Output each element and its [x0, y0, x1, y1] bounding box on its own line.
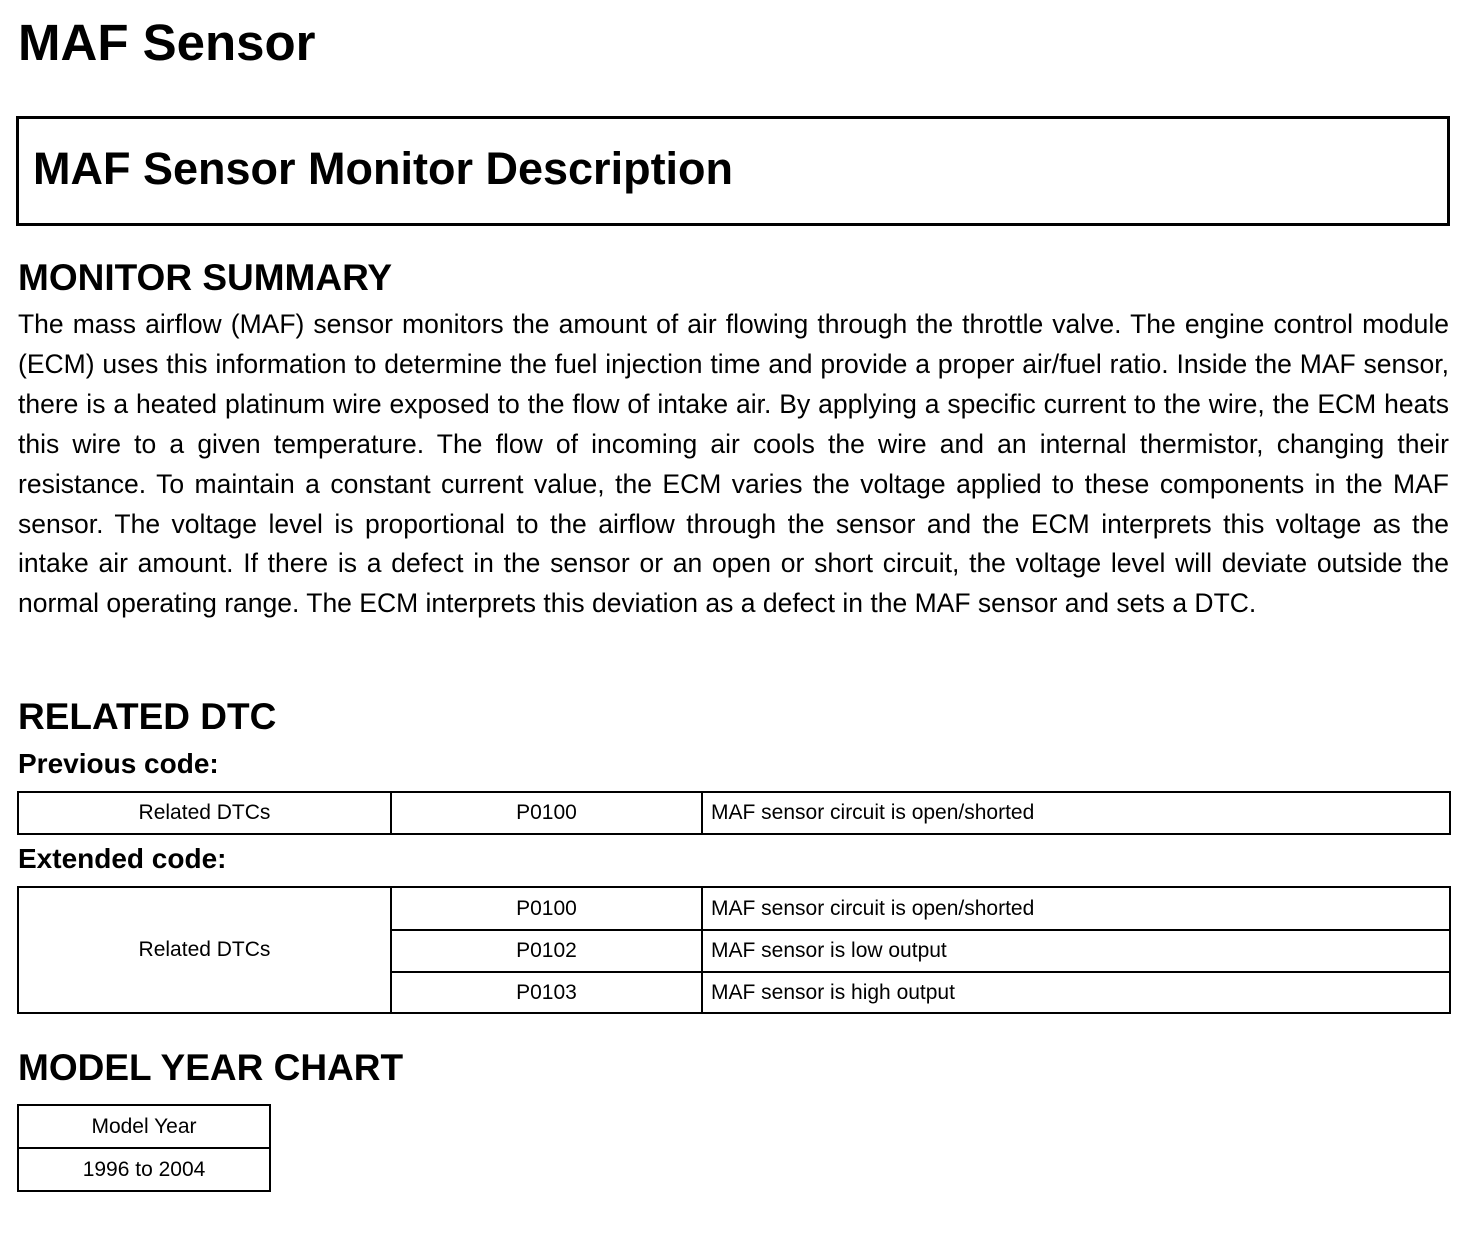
model-year-chart-heading: MODEL YEAR CHART [18, 1047, 404, 1088]
dtc-description: MAF sensor circuit is open/shorted [702, 887, 1450, 930]
extended-code-label: Extended code: [18, 843, 227, 874]
extended-code-table [17, 886, 1451, 1014]
table-row [18, 792, 1450, 834]
previous-code-label: Previous code: [18, 748, 219, 779]
monitor-summary-heading: MONITOR SUMMARY [18, 257, 393, 298]
model-year-value: 1996 to 2004 [18, 1148, 270, 1191]
related-dtc-heading: RELATED DTC [18, 696, 277, 737]
table-row [18, 1105, 270, 1148]
description-title-box [16, 116, 1450, 226]
previous-code-table [17, 791, 1451, 835]
model-year-header: Model Year [18, 1105, 270, 1148]
monitor-summary-text: The mass airflow (MAF) sensor monitors the amount of air flowing through the throttle valve. The engine control module (ECM) uses this information to determine the fuel injection time and provide a proper air/fuel ratio. Inside the MAF sensor, there is a heated platinum wire exposed to the flow of intake air. By applying a specific current to the wire, the ECM heats this wire to a given temperature. The flow of incoming air cools the wire and an internal thermistor, changing their resistance. To maintain a constant current value, the ECM varies the voltage applied to these components in the MAF sensor. The voltage level is proportional to the airflow through the sensor and the ECM interprets this voltage as the intake air amount. If there is a defect in the sensor or an open or short circuit, the voltage level will deviate outside the normal operating range. The ECM interprets this deviation as a defect in the MAF sensor and sets a DTC. [18, 309, 1449, 619]
dtc-description: MAF sensor circuit is open/shorted [702, 792, 1450, 834]
dtc-code: P0100 [391, 887, 702, 930]
description-title: MAF Sensor Monitor Description [33, 143, 734, 194]
dtc-code: P0102 [391, 930, 702, 972]
dtc-description: MAF sensor is low output [702, 930, 1450, 972]
table-row [18, 887, 1450, 930]
dtc-code: P0103 [391, 972, 702, 1013]
page-title: MAF Sensor [18, 14, 316, 71]
model-year-table [17, 1104, 271, 1192]
dtc-description: MAF sensor is high output [702, 972, 1450, 1013]
related-dtcs-label: Related DTCs [18, 887, 391, 1013]
table-row [18, 1148, 270, 1191]
dtc-code: P0100 [391, 792, 702, 834]
related-dtcs-label: Related DTCs [18, 792, 391, 834]
